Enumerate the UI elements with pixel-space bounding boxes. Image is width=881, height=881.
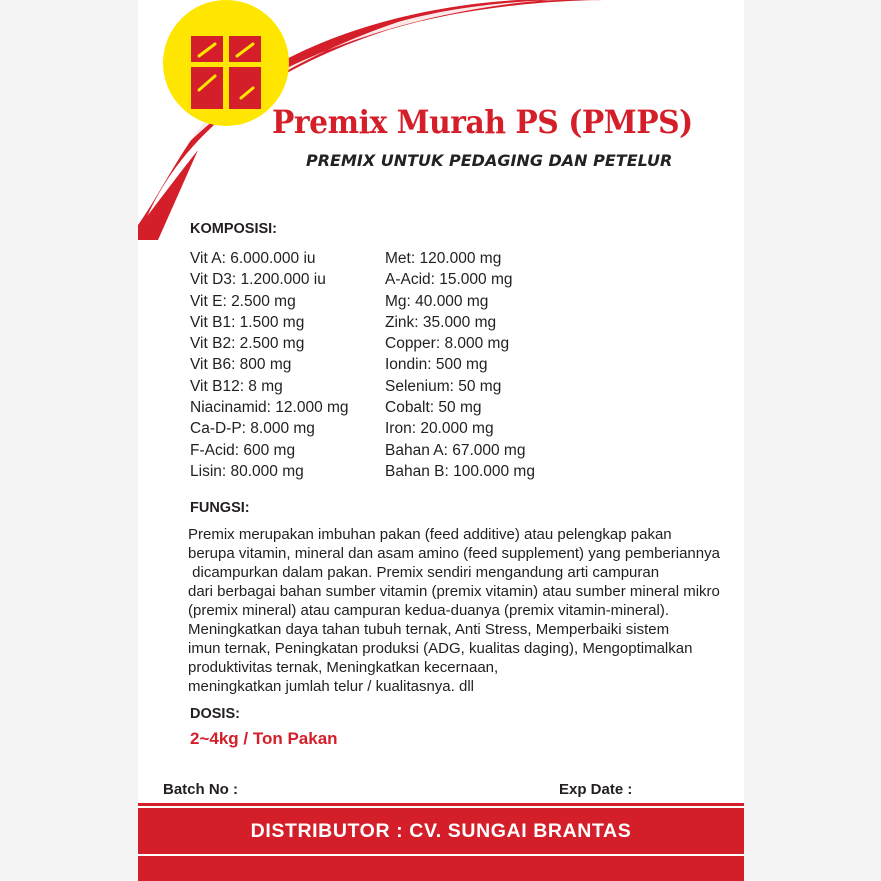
composition-list-left [190, 248, 349, 482]
function-line: meningkatkan jumlah telur / kualitasnya. dll [188, 678, 474, 695]
composition-item: Vit B1: 1.500 mg [190, 313, 305, 331]
composition-list-right [385, 248, 535, 482]
composition-item: Iondin: 500 mg [385, 356, 488, 374]
function-line: Premix merupakan imbuhan pakan (feed additive) atau pelengkap pakan [188, 526, 672, 543]
composition-item: Zink: 35.000 mg [385, 313, 497, 331]
function-line: (premix mineral) atau campuran kedua-duanya (premix vitamin-mineral). [188, 602, 670, 619]
function-line: imun ternak, Peningkatan produksi (ADG, kualitas daging), Mengoptimalkan [188, 640, 693, 657]
function-heading: FUNGSI: [190, 500, 250, 516]
composition-item: Bahan A: 67.000 mg [385, 441, 526, 459]
function-line: dari berbagai bahan sumber vitamin (premix vitamin) atau sumber mineral mikro [188, 583, 720, 600]
composition-item: Lisin: 80.000 mg [190, 462, 304, 480]
composition-item: Mg: 40.000 mg [385, 292, 489, 310]
dosage-heading: DOSIS: [190, 706, 240, 722]
composition-item: Vit B2: 2.500 mg [190, 335, 305, 353]
composition-item: Vit E: 2.500 mg [190, 292, 296, 310]
composition-item: Cobalt: 50 mg [385, 399, 482, 417]
distributor-banner [138, 808, 744, 854]
composition-item: Vit D3: 1.200.000 iu [190, 271, 326, 289]
distributor-text: DISTRIBUTOR : CV. SUNGAI BRANTAS [250, 819, 632, 842]
function-line: dicampurkan dalam pakan. Premix sendiri mengandung arti campuran [188, 564, 660, 581]
composition-item: Copper: 8.000 mg [385, 335, 510, 353]
composition-item: Bahan B: 100.000 mg [385, 462, 535, 480]
function-description [188, 525, 720, 696]
composition-item: Met: 120.000 mg [385, 250, 502, 267]
composition-item: A-Acid: 15.000 mg [385, 271, 513, 289]
dosage-value: 2~4kg / Ton Pakan [190, 729, 338, 748]
batch-number-label: Batch No : [163, 781, 238, 798]
composition-item: Niacinamid: 12.000 mg [190, 399, 349, 417]
function-line: berupa vitamin, mineral dan asam amino (feed supplement) yang pemberiannya [188, 545, 720, 562]
product-title: Premix Murah PS (PMPS) [272, 103, 693, 141]
composition-item: F-Acid: 600 mg [190, 441, 296, 459]
distributor-footer [138, 803, 744, 881]
composition-item: Vit A: 6.000.000 iu [190, 250, 316, 267]
footer-stripe [138, 856, 744, 881]
function-line: produktivitas ternak, Meningkatkan kecernaan, [188, 659, 499, 676]
expiry-date-label: Exp Date : [559, 781, 633, 798]
product-subtitle: PREMIX UNTUK PEDAGING DAN PETELUR [306, 151, 673, 170]
composition-item: Ca-D-P: 8.000 mg [190, 420, 315, 438]
composition-item: Iron: 20.000 mg [385, 420, 494, 438]
product-label [138, 0, 744, 881]
composition-item: Vit B12: 8 mg [190, 377, 283, 395]
composition-heading: KOMPOSISI: [190, 221, 278, 237]
composition-item: Selenium: 50 mg [385, 377, 502, 395]
composition-item: Vit B6: 800 mg [190, 356, 292, 374]
function-line: Meningkatkan daya tahan tubuh ternak, Anti Stress, Memperbaiki sistem [188, 621, 670, 638]
